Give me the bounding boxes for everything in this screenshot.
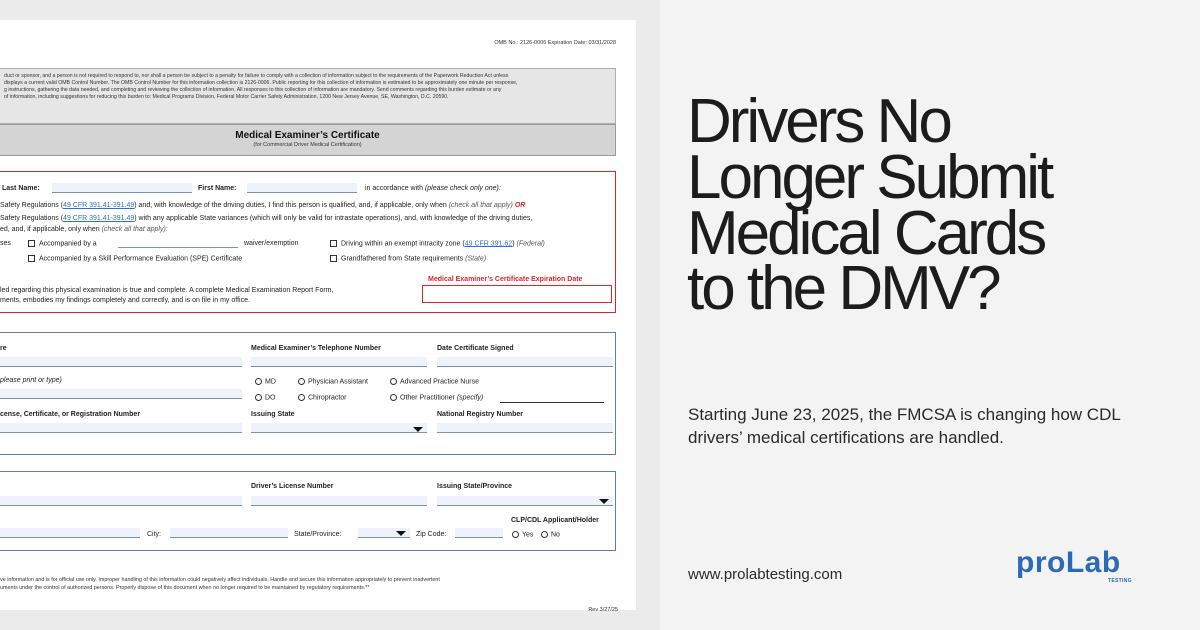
phone-field[interactable] xyxy=(251,357,427,367)
signature-field[interactable] xyxy=(0,357,242,367)
notice-line: of information, including suggestions for reducing this burden to: Medical Programs Division, Federal Motor Carrier Safety Administration, 1200 New Jersey Avenue, SE, Washington, D.C. 20590. xyxy=(4,94,449,101)
footer-line: ve information and is for official use only. Improper handling of this information could negatively affect individuals. Handle and secure this information appropriately to prevent inadvertent xyxy=(0,577,440,583)
city-label: City: xyxy=(147,531,161,538)
logo-tagline: TESTING xyxy=(1108,578,1132,584)
chiro-radio[interactable] xyxy=(298,394,305,401)
last-name-field[interactable] xyxy=(52,183,192,193)
grandfathered-checkbox[interactable] xyxy=(330,255,337,262)
option-md: MD xyxy=(255,378,276,385)
footer-line: uments under the control of authorized persons. Properly dispose of this document when no longer required to be maintained by regulatory requirements.** xyxy=(0,585,370,592)
driver-name-field[interactable] xyxy=(0,496,242,506)
accompanied-checkbox[interactable] xyxy=(28,240,35,247)
declaration-line: ments, embodies my findings completely and correctly, and is on file in my office. xyxy=(0,297,250,304)
registry-label: National Registry Number xyxy=(437,411,523,418)
spe-option: Accompanied by a Skill Performance Evaluation (SPE) Certificate xyxy=(28,255,242,262)
accompanied-by-option: Accompanied by a xyxy=(28,240,97,247)
qualification-option-state: Safety Regulations (49 CFR 391.41-391.49) with any applicable State variances (which will only be valid for intrastate operations), and, with knowledge of the driving duties, xyxy=(0,215,533,222)
yes-option: Yes xyxy=(512,531,533,538)
phone-label: Medical Examiner’s Telephone Number xyxy=(251,345,381,352)
notice-line: g instructions, gathering the data needed, and completing and reviewing the collection of information. All responses to this collection of information are mandatory. Send comments regarding this burden estimate or any xyxy=(4,87,502,94)
other-specify-line[interactable] xyxy=(500,402,604,403)
clp-label: CLP/CDL Applicant/Holder xyxy=(511,517,599,524)
exempt-zone-option: Driving within an exempt intracity zone (49 CFR 391.62) (Federal) xyxy=(330,240,545,247)
paperwork-reduction-notice xyxy=(0,68,616,124)
accordance-text: in accordance with (please check only one): xyxy=(365,185,501,192)
option-pa: Physician Assistant xyxy=(298,378,368,385)
exempt-zone-checkbox[interactable] xyxy=(330,240,337,247)
notice-line: displays a current valid OMB Control Number. The OMB Control Number for this information collection is 2126-0006. Public reporting for this collection of information is estimated to be approximately one minute per response, xyxy=(4,80,518,87)
headline-line: to the DMV? xyxy=(687,254,999,324)
no-radio[interactable] xyxy=(541,531,548,538)
qualification-option-state-cont: ed, and, if applicable, only when (check all that apply): xyxy=(0,226,168,233)
revision-date: Rev 3/27/25 xyxy=(588,607,618,613)
first-name-field[interactable] xyxy=(247,183,357,193)
declaration-line: led regarding this physical examination is true and complete. A complete Medical Examination Report Form, xyxy=(0,287,334,294)
dl-label: Driver’s License Number xyxy=(251,483,334,490)
apn-radio[interactable] xyxy=(390,378,397,385)
issuing-prov-label: Issuing State/Province xyxy=(437,483,513,490)
certificate-title: Medical Examiner’s Certificate xyxy=(235,130,380,141)
omb-number: OMB No.: 2126-0006 Expiration Date: 03/31/2028 xyxy=(494,40,616,46)
dl-field[interactable] xyxy=(251,496,427,506)
last-name-label: Last Name: xyxy=(2,185,40,192)
option-chiro: Chiropractor xyxy=(298,394,347,401)
medical-examiner-certificate-form xyxy=(0,20,636,613)
license-label: cense, Certificate, or Registration Number xyxy=(0,411,141,418)
yes-radio[interactable] xyxy=(512,531,519,538)
no-option: No xyxy=(541,531,560,538)
examiner-name-label: please print or type) xyxy=(0,377,62,384)
pa-radio[interactable] xyxy=(298,378,305,385)
license-field[interactable] xyxy=(0,423,242,433)
address-field[interactable] xyxy=(0,528,140,538)
headline xyxy=(687,87,1187,324)
city-field[interactable] xyxy=(170,528,288,538)
issuing-state-select[interactable] xyxy=(251,423,427,433)
headline-line: Longer Submit xyxy=(687,142,1052,212)
first-name-label: First Name: xyxy=(198,185,237,192)
grandfathered-option: Grandfathered from State requirements (State) xyxy=(330,255,486,262)
zip-field[interactable] xyxy=(455,528,503,538)
accompanied-by-field[interactable] xyxy=(118,239,238,248)
headline-line: Medical Cards xyxy=(687,198,1045,268)
zip-label: Zip Code: xyxy=(416,531,447,538)
notice-line: duct or sponsor, and a person is not required to respond to, nor shall a person be subject to a penalty for failure to comply with a collection of information subject to the requirements of the Paperwork Reduction Act unless xyxy=(4,73,509,79)
spe-checkbox[interactable] xyxy=(28,255,35,262)
registry-field[interactable] xyxy=(437,423,613,433)
logo-wordmark: proLab xyxy=(1016,546,1121,579)
ses-text: ses xyxy=(0,240,11,247)
website-url[interactable]: www.prolabtesting.com xyxy=(688,566,843,583)
state-prov-label: State/Province: xyxy=(294,531,342,538)
headline-line: Drivers No xyxy=(687,87,950,156)
issuing-state-label: Issuing State xyxy=(251,411,295,418)
expiration-date-field[interactable] xyxy=(422,285,612,303)
date-signed-field[interactable] xyxy=(437,357,613,367)
other-radio[interactable] xyxy=(390,394,397,401)
date-signed-label: Date Certificate Signed xyxy=(437,345,514,352)
prolab-logo xyxy=(1016,548,1146,596)
option-do: DO xyxy=(255,394,276,401)
certificate-subtitle: (for Commercial Driver Medical Certification) xyxy=(253,142,362,148)
option-apn: Advanced Practice Nurse xyxy=(390,378,479,385)
waiver-label: waiver/exemption xyxy=(244,240,299,247)
expiration-date-label: Medical Examiner’s Certificate Expiration Date xyxy=(428,276,583,283)
subtext: Starting June 23, 2025, the FMCSA is changing how CDL drivers’ medical certifications are handled. xyxy=(688,405,1121,447)
chevron-down-icon[interactable] xyxy=(396,531,406,536)
md-radio[interactable] xyxy=(255,378,262,385)
privacy-footer xyxy=(0,576,620,592)
signature-label: re xyxy=(0,345,7,352)
option-other: Other Practitioner (specify) xyxy=(390,394,483,401)
certificate-header xyxy=(0,124,616,156)
chevron-down-icon[interactable] xyxy=(413,427,423,432)
do-radio[interactable] xyxy=(255,394,262,401)
qualification-option-federal: Safety Regulations (49 CFR 391.41-391.49) and, with knowledge of the driving duties, I find this person is qualified, and, if applicable, only when (check all that apply) OR xyxy=(0,202,526,209)
examiner-name-field[interactable] xyxy=(0,389,242,399)
issuing-prov-select[interactable] xyxy=(437,496,613,506)
chevron-down-icon[interactable] xyxy=(599,499,609,504)
